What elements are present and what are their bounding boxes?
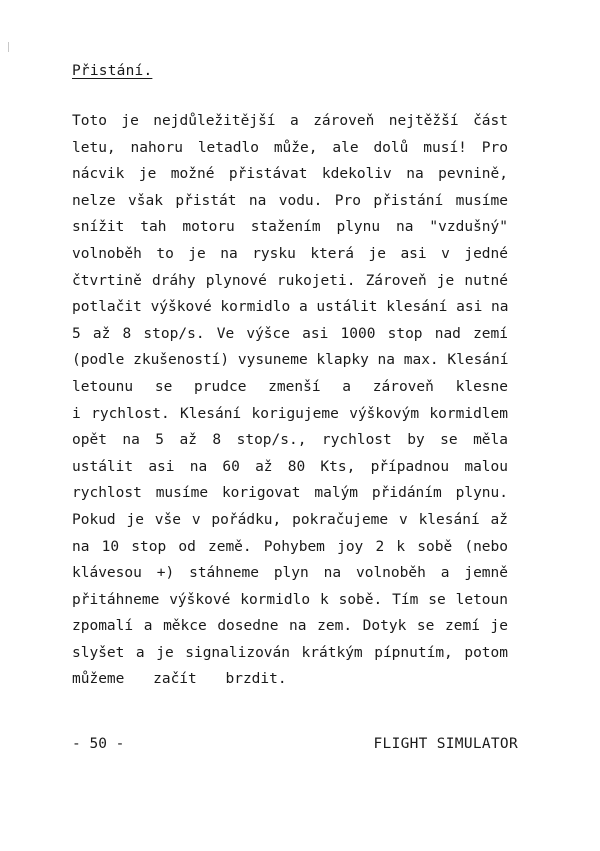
- text-line: nelze však přistát na vodu. Pro přistání musíme: [72, 192, 508, 209]
- text-line: rychlost musíme korigovat malým přidáním plynu.: [72, 485, 508, 502]
- text-line: Toto je nejdůležitější a zároveň nejtěžší část: [72, 113, 508, 129]
- text-line: 5 až 8 stop/s. Ve výšce asi 1000 stop nad zemí: [72, 325, 508, 342]
- paragraph-landing: [72, 108, 508, 693]
- text-line: potlačit výškové kormidlo a ustálit klesání asi na: [72, 299, 509, 316]
- text-line: přitáhneme výškové kormidlo k sobě. Tím se letoun: [72, 591, 508, 608]
- text-line: můžeme začít brzdit.: [72, 671, 287, 688]
- text-line: i rychlost. Klesání korigujeme výškovým kormidlem: [72, 405, 508, 422]
- text-line: snížit tah motoru stažením plynu na "vzdušný": [72, 219, 508, 236]
- page-number: - 50 -: [72, 736, 125, 752]
- text-line: klávesou +) stáhneme plyn na volnoběh a jemně: [72, 565, 508, 582]
- text-line: na 10 stop od země. Pohybem joy 2 k sobě (nebo: [72, 538, 508, 555]
- scan-margin-mark: [8, 42, 9, 52]
- text-line: slyšet a je signalizován krátkým pípnutím, potom: [72, 644, 508, 661]
- text-line: čtvrtině dráhy plynové rukojeti. Zároveň je nutné: [72, 272, 508, 289]
- text-line: ustálit asi na 60 až 80 Kts, případnou malou: [72, 458, 508, 475]
- text-line: Pokud je vše v pořádku, pokračujeme v klesání až: [72, 511, 508, 528]
- section-heading: Přistání.: [72, 63, 153, 79]
- text-line: letu, nahoru letadlo může, ale dolů musí! Pro: [72, 139, 508, 156]
- text-line: (podle zkušeností) vysuneme klapky na max. Klesání: [72, 352, 509, 369]
- text-line: letounu se prudce zmenší a zároveň klesne: [72, 378, 508, 395]
- book-title: FLIGHT SIMULATOR: [373, 736, 518, 752]
- text-line: volnoběh to je na rysku která je asi v jedné: [72, 245, 508, 262]
- text-line: zpomalí a měkce dosedne na zem. Dotyk se zemí je: [72, 618, 508, 635]
- text-line: nácvik je možné přistávat kdekoliv na pevnině,: [72, 166, 508, 183]
- text-line: opět na 5 až 8 stop/s., rychlost by se měla: [72, 432, 508, 449]
